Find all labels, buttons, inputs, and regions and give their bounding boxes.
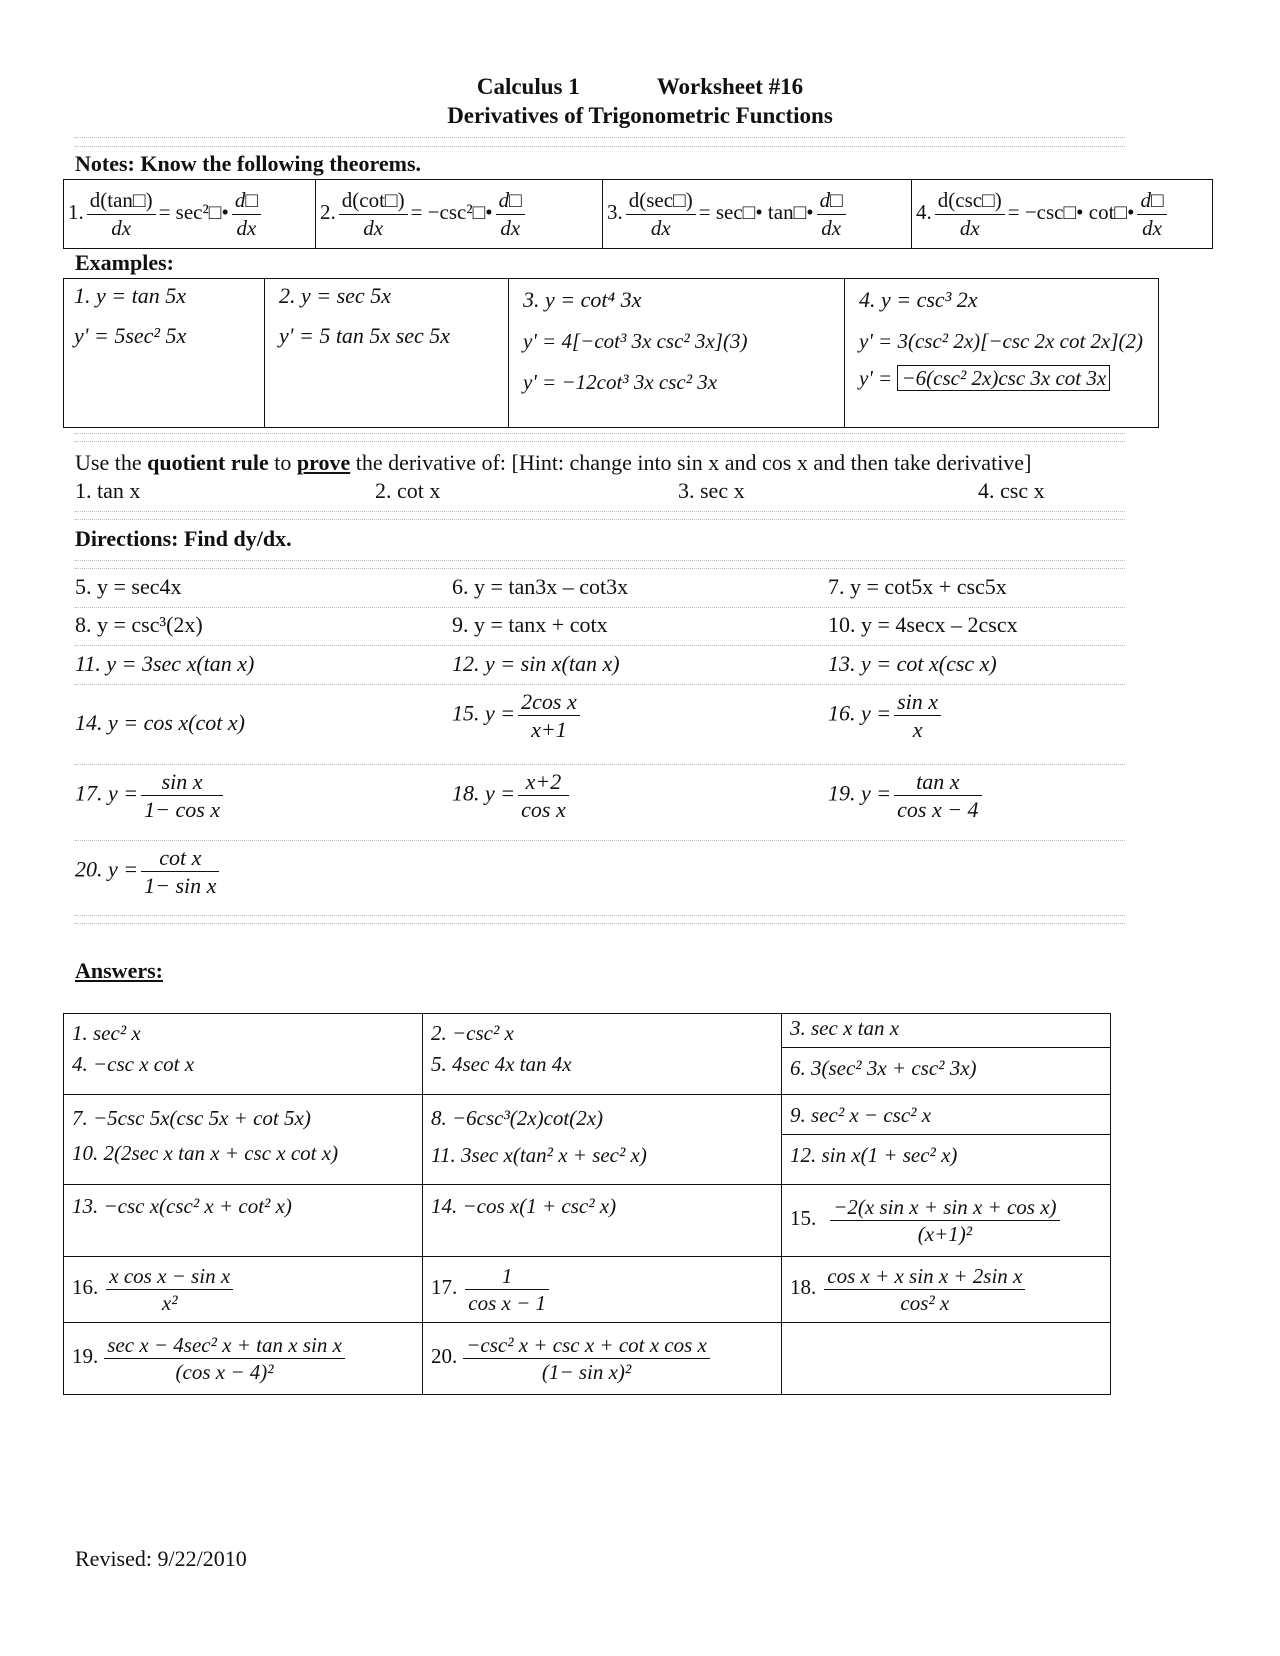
theorem-2: 2. $\frac{d(\cot□)}{dx}$ = −csc²□• $\frac{d□}{dx}$ — [316, 180, 603, 249]
problem-7: 7. y = cot5x + csc5x — [828, 574, 1007, 599]
problem-12: 12. y = sin x(tan x) — [452, 651, 620, 676]
divider — [75, 137, 1125, 138]
theorem-1: 1. $\frac{d(\tan□)}{dx}$ = sec²□• $\frac{d□}{dx}$ — [64, 180, 316, 249]
divider — [75, 840, 1125, 841]
divider — [75, 560, 1125, 561]
examples-table — [63, 278, 1159, 428]
divider — [75, 568, 1125, 569]
problem-17: 17. y = $\frac{\text{sin x}}{\text{1− cos x}}$ — [75, 770, 226, 821]
quotient-rule-instruction: Use the quotient rule to prove the derivative of: [Hint: change into sin x and cos x and then take derivative] — [75, 450, 1032, 475]
divider — [75, 441, 1125, 442]
worksheet-subtitle: Derivatives of Trigonometric Functions — [447, 103, 833, 128]
answers-table — [63, 1013, 1111, 1395]
prove-item-3: 3. sec x — [678, 478, 745, 503]
answer-cell: 3. sec x tan x 6. 3(sec² 3x + csc² 3x) — [782, 1014, 1111, 1095]
problem-5: 5. y = sec4x — [75, 574, 182, 599]
answer-cell: 14. −cos x(1 + csc² x) — [423, 1185, 782, 1257]
examples-heading: Examples: — [75, 250, 174, 275]
problem-9: 9. y = tanx + cotx — [452, 612, 608, 637]
problem-18: 18. y = $\frac{x+2}{\text{cos x}}$ — [452, 770, 572, 821]
divider — [75, 511, 1125, 512]
divider — [75, 607, 1125, 608]
prove-item-1: 1. tan x — [75, 478, 141, 503]
theorems-table — [63, 179, 1213, 249]
answer-cell: 17. $\frac{1}{\text{cos x − 1}}$ — [423, 1257, 782, 1323]
answer-cell: 19. $\frac{\text{sec x − 4sec² x + tan x sin x}}{\text{(cos x − 4)²}}$ — [64, 1323, 423, 1395]
theorem-4: 4. $\frac{d(\csc□)}{dx}$ = −csc□• cot□• $\frac{d□}{dx}$ — [912, 180, 1213, 249]
answer-cell: 2. −csc² x 5. 4sec 4x tan 4x — [423, 1014, 782, 1095]
answer-cell: 20. $\frac{\text{−csc² x + csc x + cot x cos x}}{\text{(1− sin x)²}}$ — [423, 1323, 782, 1395]
example-3: 3. y = cot⁴ 3x y' = 4[−cot³ 3x csc² 3x](3) y' = −12cot³ 3x csc² 3x — [509, 279, 845, 428]
notes-heading: Notes: Know the following theorems. — [75, 151, 422, 176]
answer-cell: 13. −csc x(csc² x + cot² x) — [64, 1185, 423, 1257]
answer-cell: 9. sec² x − csc² x 12. sin x(1 + sec² x) — [782, 1095, 1111, 1185]
problem-6: 6. y = tan3x – cot3x — [452, 574, 629, 599]
revision-date: Revised: 9/22/2010 — [75, 1546, 247, 1571]
answers-heading: Answers: — [75, 958, 163, 983]
problem-13: 13. y = cot x(csc x) — [828, 651, 997, 676]
example-1: 1. y = tan 5x y' = 5sec² 5x — [64, 279, 265, 428]
divider — [75, 684, 1125, 685]
problem-16: 16. y = $\frac{\text{sin x}}{x}$ — [828, 690, 944, 741]
theorem-3: 3. $\frac{d(\sec□)}{dx}$ = sec□• tan□• $\frac{d□}{dx}$ — [603, 180, 912, 249]
answer-cell-empty — [782, 1323, 1111, 1395]
divider — [75, 519, 1125, 520]
divider — [75, 923, 1125, 924]
prove-item-2: 2. cot x — [375, 478, 441, 503]
example-4: 4. y = csc³ 2x y' = 3(csc² 2x)[−csc 2x cot 2x](2) y' = −6(csc² 2x)csc 3x cot 3x — [845, 279, 1159, 428]
prove-item-4: 4. csc x — [978, 478, 1045, 503]
course-title: Calculus 1 — [476, 74, 580, 99]
answer-cell: 16. $\frac{\text{x cos x − sin x}}{\text{x²}}$ — [64, 1257, 423, 1323]
divider — [75, 146, 1125, 147]
problem-14: 14. y = cos x(cot x) — [75, 710, 245, 735]
divider — [75, 764, 1125, 765]
answer-cell: 7. −5csc 5x(csc 5x + cot 5x) 10. 2(2sec x tan x + csc x cot x) — [64, 1095, 423, 1185]
answer-cell: 18. $\frac{\text{cos x + x sin x + 2sin x}}{\text{cos² x}}$ — [782, 1257, 1111, 1323]
example-2: 2. y = sec 5x y' = 5 tan 5x sec 5x — [265, 279, 509, 428]
problem-15: 15. y = $\frac{\text{2cos x}}{x+1}$ — [452, 690, 583, 741]
problem-11: 11. y = 3sec x(tan x) — [75, 651, 255, 676]
answer-cell: 1. sec² x 4. −csc x cot x — [64, 1014, 423, 1095]
problem-10: 10. y = 4secx – 2cscx — [828, 612, 1018, 637]
divider — [75, 915, 1125, 916]
answer-cell: 8. −6csc³(2x)cot(2x) 11. 3sec x(tan² x + sec² x) — [423, 1095, 782, 1185]
worksheet-header — [0, 74, 1280, 100]
problem-19: 19. y = $\frac{\text{tan x}}{\text{cos x − 4}}$ — [828, 770, 985, 821]
boxed-answer: −6(csc² 2x)csc 3x cot 3x — [897, 365, 1110, 391]
answer-cell: 15. $\frac{\text{−2(x sin x + sin x + cos x)}}{\text{(x+1)²}}$ — [782, 1185, 1111, 1257]
problem-8: 8. y = csc³(2x) — [75, 612, 203, 637]
directions-heading: Directions: Find dy/dx. — [75, 526, 292, 551]
divider — [75, 433, 1125, 434]
worksheet-number: Worksheet #16 — [656, 74, 804, 99]
divider — [75, 645, 1125, 646]
problem-20: 20. y = $\frac{\text{cot x}}{\text{1− sin x}}$ — [75, 846, 222, 897]
